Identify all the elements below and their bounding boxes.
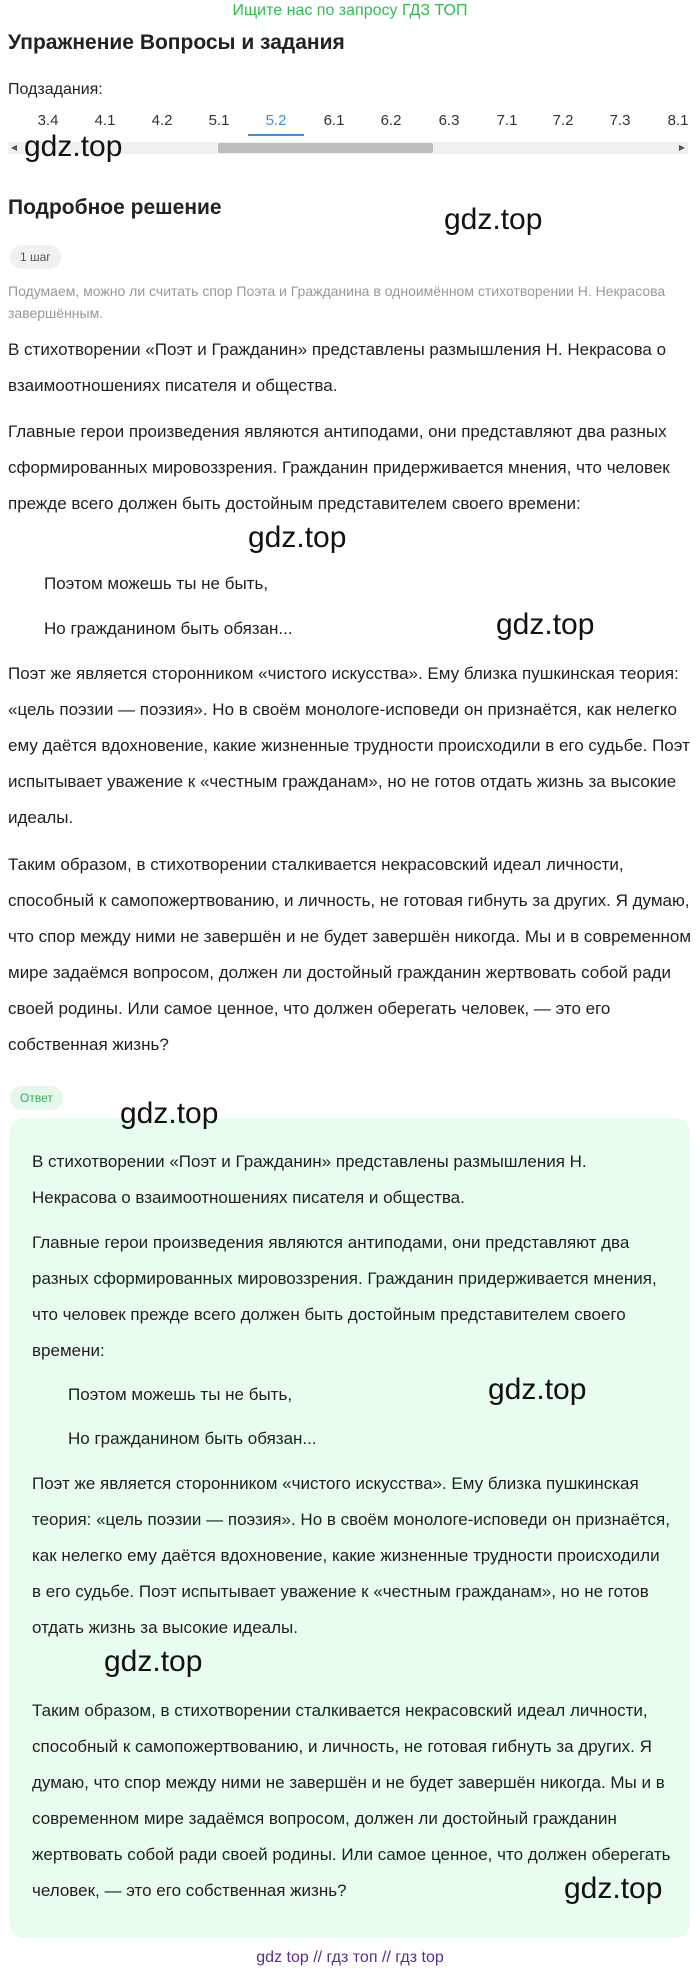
scroll-thumb[interactable] bbox=[218, 143, 433, 153]
watermark: gdz.top bbox=[120, 1097, 219, 1130]
watermark: gdz.top bbox=[564, 1872, 663, 1905]
subtasks-label: Подзадания: bbox=[8, 81, 103, 98]
solution-paragraph: Таким образом, в стихотворении сталкивается некрасовский идеал личности, способный к самопожертвованию, и личность, не готовая гибнуть за других. Я думаю, что спор между ними не завершён и не будет завершён никогда. Мы и в современном мире задаёмся вопросом, должен ли достойный гражданин жертвовать собой ради своей родины. Или самое ценное, что должен оберегать человек, — это его собственная жизнь? bbox=[8, 855, 692, 1054]
poem-quote-line: Поэтом можешь ты не быть, bbox=[68, 1385, 293, 1404]
watermark: gdz.top bbox=[488, 1373, 587, 1406]
subtask-tab[interactable]: 4.2 bbox=[151, 112, 173, 129]
page-title: Упражнение Вопросы и задания bbox=[8, 31, 345, 54]
solution-paragraph: Главные герои произведения являются антиподами, они представляют два разных сформированных мировоззрения. Гражданин придерживается мнения, что человек прежде всего должен быть достойным представителем своего времени: bbox=[8, 422, 670, 513]
task-hint: Подумаем, можно ли считать спор Поэта и Гражданина в одноимённом стихотворении Н. Некрасова завершённым. bbox=[8, 283, 666, 321]
solution-heading: Подробное решение bbox=[8, 196, 222, 219]
top-banner: Ищите нас по запросу ГДЗ ТОП bbox=[232, 2, 468, 19]
subtask-tab[interactable]: 6.2 bbox=[380, 112, 402, 129]
solution-paragraph: В стихотворении «Поэт и Гражданин» представлены размышления Н. Некрасова о взаимоотношениях писателя и общества. bbox=[8, 340, 667, 395]
scroll-right-arrow-icon[interactable]: ▶ bbox=[678, 143, 686, 152]
subtask-tab[interactable]: 4.1 bbox=[94, 112, 116, 129]
poem-quote-line: Но гражданином быть обязан... bbox=[44, 619, 293, 638]
subtask-tab[interactable]: 3.4 bbox=[37, 112, 59, 129]
subtask-tab[interactable]: 6.1 bbox=[323, 112, 345, 129]
watermark: gdz.top bbox=[496, 608, 595, 641]
watermark: gdz.top bbox=[104, 1645, 203, 1678]
watermark: gdz.top bbox=[24, 130, 123, 163]
watermark: gdz.top bbox=[444, 203, 543, 236]
subtask-tab-active[interactable]: 5.2 bbox=[248, 108, 304, 136]
subtask-tab[interactable]: 7.2 bbox=[552, 112, 574, 129]
answer-paragraph: Таким образом, в стихотворении сталкивается некрасовский идеал личности, способный к самопожертвованию, и личность, не готовая гибнуть за других. Я думаю, что спор между ними не завершён и не будет завершён никогда. Мы и в современном мире задаёмся вопросом, должен ли достойный гражданин жертвовать собой ради своей родины. Или самое ценное, что должен оберегать человек, — это его собственная жизнь? bbox=[32, 1701, 671, 1900]
subtask-tab[interactable]: 6.3 bbox=[438, 112, 460, 129]
solution-paragraph: Поэт же является сторонником «чистого искусства». Ему близка пушкинская теория: «цель поэзии — поэзия». Но в своём монологе-исповеди он признаётся, как нелегко ему даётся вдохновение, какие жизненные трудности происходили в его судьбе. Поэт испытывает уважение к «честным гражданам», но не готов отдать жизнь за высокие идеалы. bbox=[8, 664, 690, 827]
watermark: gdz.top bbox=[248, 521, 347, 554]
subtask-tab[interactable]: 7.1 bbox=[496, 112, 518, 129]
subtask-tab[interactable]: 5.1 bbox=[208, 112, 230, 129]
answer-paragraph: Главные герои произведения являются антиподами, они представляют два разных сформированных мировоззрения. Гражданин придерживается мнения, что человек прежде всего должен быть достойным представителем своего времени: bbox=[32, 1233, 657, 1360]
scroll-left-arrow-icon[interactable]: ◀ bbox=[10, 143, 18, 152]
poem-quote-line: Поэтом можешь ты не быть, bbox=[44, 574, 269, 593]
subtask-tab[interactable]: 7.3 bbox=[609, 112, 631, 129]
step-badge: 1 шаг bbox=[10, 245, 61, 269]
poem-quote-line: Но гражданином быть обязан... bbox=[68, 1429, 317, 1448]
answer-paragraph: Поэт же является сторонником «чистого искусства». Ему близка пушкинская теория: «цель поэзии — поэзия». Но в своём монологе-исповеди он признаётся, как нелегко ему даётся вдохновение, какие жизненные трудности происходили в его судьбе. Поэт испытывает уважение к «честным гражданам», но не готов отдать жизнь за высокие идеалы. bbox=[32, 1474, 670, 1637]
answer-badge: Ответ bbox=[10, 1086, 63, 1110]
footer-links[interactable]: gdz top // гдз топ // гдз top bbox=[256, 1949, 444, 1966]
answer-paragraph: В стихотворении «Поэт и Гражданин» представлены размышления Н. Некрасова о взаимоотношениях писателя и общества. bbox=[32, 1152, 587, 1207]
subtask-tab[interactable]: 8.1 bbox=[667, 112, 689, 129]
